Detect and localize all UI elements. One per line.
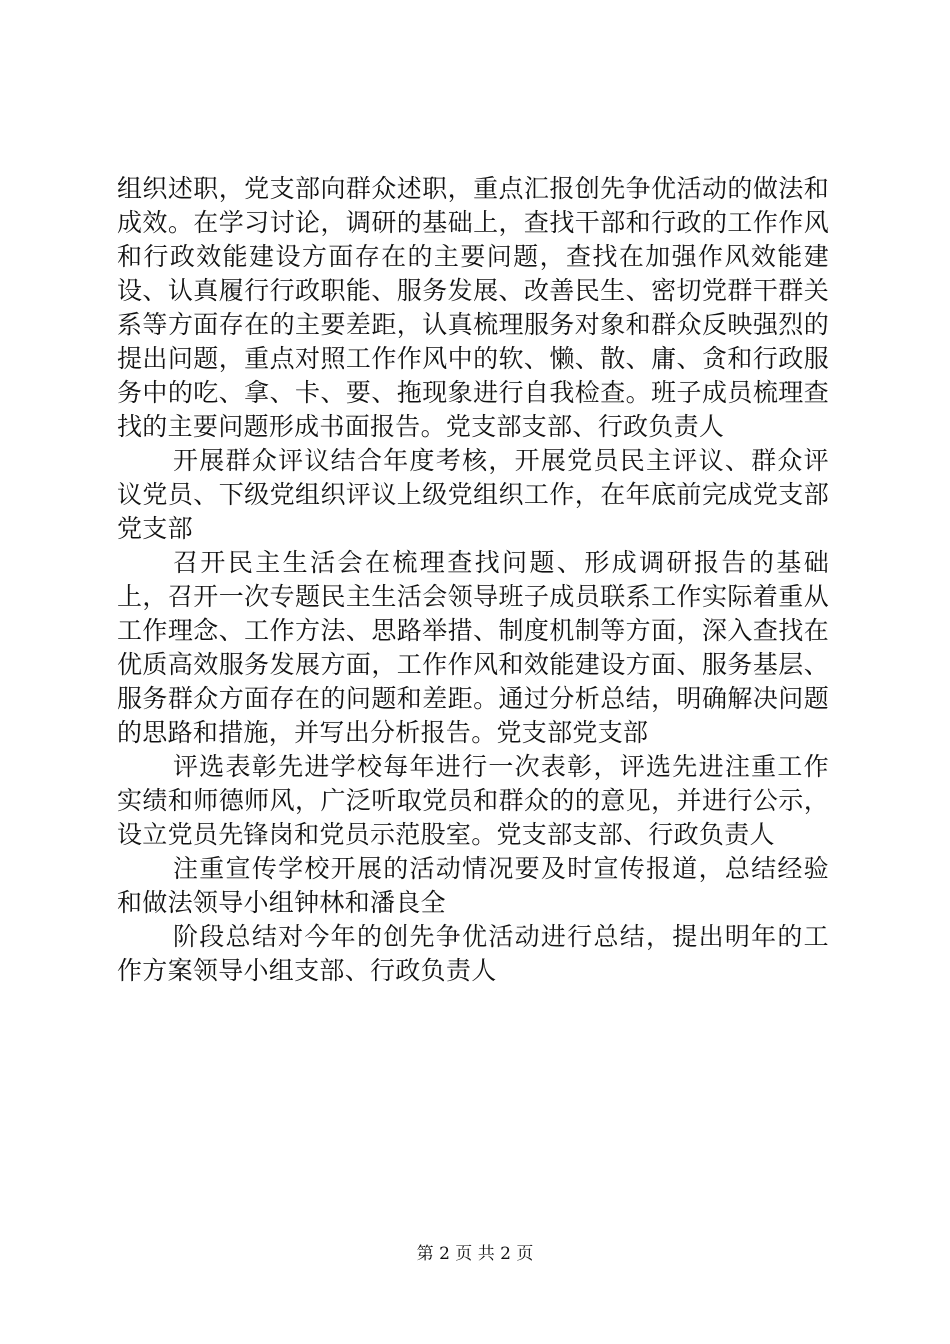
- page-footer: 第 2 页 共 2 页: [416, 1244, 534, 1264]
- document-body: [117, 172, 829, 988]
- paragraph-1: 组织述职，党支部向群众述职，重点汇报创先争优活动的做法和成效。在学习讨论，调研的基础上，查找干部和行政的工作作风和行政效能建设方面存在的主要问题，查找在加强作风效能建设、认真履行行政职能、服务发展、改善民生、密切党群干群关系等方面存在的主要差距，认真梳理服务对象和群众反映强烈的提出问题，重点对照工作作风中的软、懒、散、庸、贪和行政服务中的吃、拿、卡、要、拖现象进行自我检查。班子成员梳理查找的主要问题形成书面报告。党支部支部、行政负责人: [117, 174, 829, 441]
- paragraph-4: 评选表彰先进学校每年进行一次表彰，评选先进注重工作实绩和师德师风，广泛听取党员和群众的的意见，并进行公示，设立党员先锋岗和党员示范股室。党支部支部、行政负责人: [117, 752, 829, 849]
- paragraph-3: 召开民主生活会在梳理查找问题、形成调研报告的基础上，召开一次专题民主生活会领导班子成员联系工作实际着重从工作理念、工作方法、思路举措、制度机制等方面，深入查找在优质高效服务发展方面，工作作风和效能建设方面、服务基层、服务群众方面存在的问题和差距。通过分析总结，明确解决问题的思路和措施，并写出分析报告。党支部党支部: [117, 548, 829, 747]
- paragraph-5: 注重宣传学校开展的活动情况要及时宣传报道，总结经验和做法领导小组钟林和潘良全: [117, 854, 829, 917]
- paragraph-2: 开展群众评议结合年度考核，开展党员民主评议、群众评议党员、下级党组织评议上级党组织工作，在年底前完成党支部党支部: [117, 446, 829, 543]
- paragraph-6: 阶段总结对今年的创先争优活动进行总结，提出明年的工作方案领导小组支部、行政负责人: [117, 922, 829, 985]
